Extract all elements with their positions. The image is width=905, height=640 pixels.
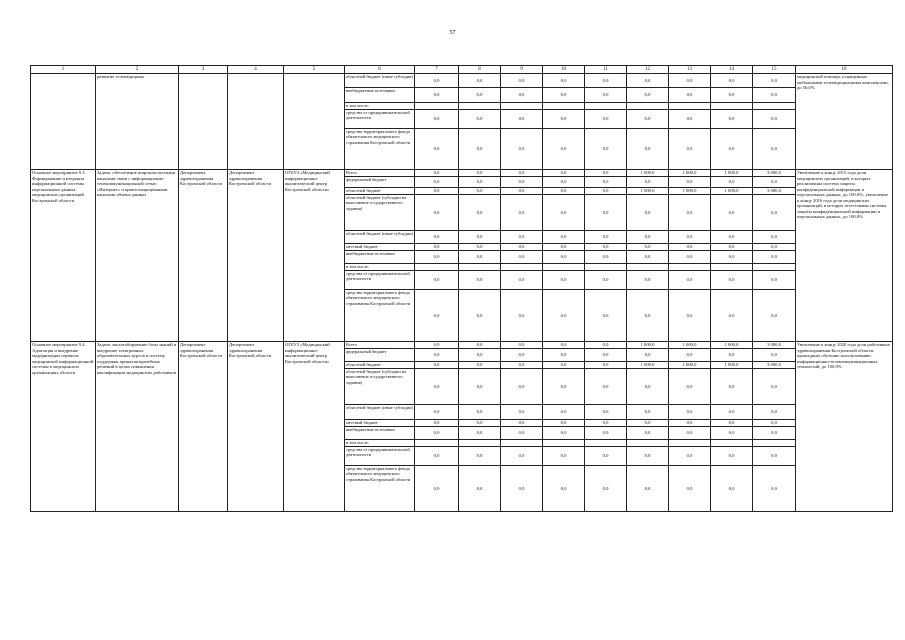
- value-cell: 0,0: [711, 177, 753, 188]
- value-cell: 0,0: [543, 369, 585, 405]
- value-cell: 0,0: [459, 447, 501, 466]
- value-cell: 0,0: [415, 427, 459, 440]
- value-cell: 0,0: [753, 447, 796, 466]
- block-col5: ОГБУЗ «Медицинский информационно-аналитический центр Костромской области»: [284, 170, 345, 342]
- column-header: 9: [501, 66, 543, 74]
- table-row: [31, 342, 893, 349]
- value-cell: 0,0: [459, 129, 501, 170]
- value-cell: 0,0: [415, 420, 459, 427]
- value-cell: 0,0: [753, 129, 796, 170]
- value-cell: [627, 264, 669, 271]
- value-cell: 0,0: [627, 177, 669, 188]
- value-cell: 0,0: [543, 362, 585, 369]
- funding-source-cell: областной бюджет: [345, 188, 415, 195]
- value-cell: 1 000,0: [627, 170, 669, 177]
- value-cell: 1 000,0: [627, 362, 669, 369]
- value-cell: 0,0: [753, 271, 796, 290]
- value-cell: [543, 264, 585, 271]
- value-cell: 0,0: [585, 271, 627, 290]
- value-cell: [415, 264, 459, 271]
- value-cell: [711, 264, 753, 271]
- funding-source-cell: внебюджетные источники: [345, 88, 415, 103]
- column-header: 15: [753, 66, 796, 74]
- funding-source-cell: Всего: [345, 170, 415, 177]
- value-cell: [459, 264, 501, 271]
- value-cell: 0,0: [753, 349, 796, 362]
- value-cell: [711, 440, 753, 447]
- value-cell: 0,0: [627, 466, 669, 512]
- block-col1: Основное мероприятие 9.3. Формирование и итерация информационной системы персональных данных медицинских организаций Костромской области: [31, 170, 96, 342]
- value-cell: 3 000,0: [753, 188, 796, 195]
- funding-source-cell: средства территориального фонда обязательного медицинского страхования Костромской области: [345, 466, 415, 512]
- funding-source-cell: областной бюджет: [345, 362, 415, 369]
- value-cell: 0,0: [753, 427, 796, 440]
- value-cell: 1 000,0: [711, 362, 753, 369]
- value-cell: 0,0: [627, 271, 669, 290]
- value-cell: 0,0: [501, 290, 543, 342]
- value-cell: [669, 440, 711, 447]
- value-cell: 0,0: [415, 251, 459, 264]
- value-cell: 0,0: [543, 447, 585, 466]
- value-cell: 0,0: [501, 244, 543, 251]
- value-cell: 1 000,0: [627, 342, 669, 349]
- value-cell: 0,0: [753, 195, 796, 231]
- value-cell: 0,0: [669, 74, 711, 88]
- value-cell: 0,0: [585, 170, 627, 177]
- value-cell: 0,0: [753, 251, 796, 264]
- block-col3: Департамент здравоохранения Костромской области: [179, 170, 228, 342]
- funding-source-cell: местный бюджет: [345, 420, 415, 427]
- value-cell: 0,0: [627, 447, 669, 466]
- block-col2: развитие телемедицины: [96, 74, 179, 170]
- value-cell: 0,0: [501, 447, 543, 466]
- value-cell: 0,0: [711, 405, 753, 420]
- value-cell: [753, 440, 796, 447]
- value-cell: 0,0: [415, 177, 459, 188]
- value-cell: 0,0: [459, 170, 501, 177]
- value-cell: 0,0: [711, 110, 753, 129]
- value-cell: [585, 264, 627, 271]
- value-cell: [415, 103, 459, 110]
- value-cell: [585, 103, 627, 110]
- value-cell: 0,0: [415, 349, 459, 362]
- value-cell: 0,0: [669, 244, 711, 251]
- block-col3: [179, 74, 228, 170]
- value-cell: 0,0: [501, 405, 543, 420]
- funding-source-cell: внебюджетные источники: [345, 427, 415, 440]
- value-cell: 0,0: [543, 342, 585, 349]
- value-cell: 0,0: [753, 231, 796, 244]
- funding-source-cell: местный бюджет: [345, 244, 415, 251]
- value-cell: 0,0: [711, 88, 753, 103]
- value-cell: 0,0: [585, 362, 627, 369]
- value-cell: 0,0: [753, 369, 796, 405]
- value-cell: 0,0: [501, 195, 543, 231]
- value-cell: 0,0: [669, 251, 711, 264]
- value-cell: [669, 264, 711, 271]
- value-cell: 0,0: [627, 231, 669, 244]
- value-cell: 0,0: [501, 170, 543, 177]
- value-cell: 0,0: [711, 195, 753, 231]
- value-cell: 0,0: [543, 251, 585, 264]
- value-cell: 0,0: [459, 342, 501, 349]
- value-cell: 0,0: [459, 349, 501, 362]
- value-cell: 0,0: [543, 74, 585, 88]
- value-cell: 0,0: [415, 369, 459, 405]
- value-cell: 0,0: [711, 129, 753, 170]
- value-cell: 0,0: [585, 342, 627, 349]
- value-cell: 0,0: [627, 427, 669, 440]
- value-cell: 0,0: [711, 420, 753, 427]
- value-cell: 0,0: [753, 110, 796, 129]
- value-cell: 0,0: [415, 188, 459, 195]
- value-cell: 0,0: [543, 420, 585, 427]
- value-cell: 0,0: [585, 427, 627, 440]
- value-cell: 0,0: [627, 349, 669, 362]
- block-col4: Департамент здравоохранения Костромской области: [228, 342, 284, 512]
- value-cell: 0,0: [543, 129, 585, 170]
- value-cell: 0,0: [585, 110, 627, 129]
- value-cell: 0,0: [711, 466, 753, 512]
- value-cell: 1 000,0: [669, 342, 711, 349]
- value-cell: 0,0: [627, 88, 669, 103]
- value-cell: 0,0: [543, 466, 585, 512]
- value-cell: 0,0: [585, 420, 627, 427]
- value-cell: 0,0: [585, 188, 627, 195]
- value-cell: 0,0: [669, 447, 711, 466]
- value-cell: 0,0: [753, 466, 796, 512]
- funding-source-cell: в том числе:: [345, 264, 415, 271]
- value-cell: 0,0: [543, 170, 585, 177]
- funding-source-cell: федеральный бюджет: [345, 177, 415, 188]
- funding-source-cell: Всего: [345, 342, 415, 349]
- value-cell: [501, 103, 543, 110]
- value-cell: 0,0: [627, 420, 669, 427]
- value-cell: 0,0: [627, 251, 669, 264]
- value-cell: 0,0: [415, 195, 459, 231]
- column-header: 11: [585, 66, 627, 74]
- funding-source-cell: областной бюджет (иные субсидии): [345, 405, 415, 420]
- value-cell: 0,0: [415, 88, 459, 103]
- value-cell: 0,0: [459, 177, 501, 188]
- funding-source-cell: областной бюджет (субсидии на выполнение государственного задания): [345, 195, 415, 231]
- value-cell: 0,0: [669, 420, 711, 427]
- value-cell: 0,0: [627, 369, 669, 405]
- column-header: 10: [543, 66, 585, 74]
- funding-source-cell: областной бюджет (иные субсидии): [345, 231, 415, 244]
- value-cell: 0,0: [669, 349, 711, 362]
- funding-source-cell: средства от предпринимательской деятельности: [345, 271, 415, 290]
- value-cell: 3 000,0: [753, 170, 796, 177]
- value-cell: 0,0: [753, 405, 796, 420]
- value-cell: 0,0: [501, 466, 543, 512]
- value-cell: 0,0: [627, 195, 669, 231]
- value-cell: 0,0: [627, 129, 669, 170]
- column-header: 1: [31, 66, 96, 74]
- value-cell: 0,0: [501, 74, 543, 88]
- value-cell: 0,0: [669, 427, 711, 440]
- value-cell: 0,0: [501, 342, 543, 349]
- value-cell: 0,0: [585, 447, 627, 466]
- value-cell: 0,0: [501, 177, 543, 188]
- value-cell: 0,0: [543, 290, 585, 342]
- value-cell: 0,0: [501, 362, 543, 369]
- value-cell: 0,0: [753, 244, 796, 251]
- value-cell: 0,0: [415, 271, 459, 290]
- value-cell: 0,0: [627, 74, 669, 88]
- column-header: 16: [796, 66, 893, 74]
- value-cell: 1 000,0: [627, 188, 669, 195]
- funding-source-cell: федеральный бюджет: [345, 349, 415, 362]
- value-cell: 0,0: [501, 231, 543, 244]
- value-cell: 0,0: [585, 349, 627, 362]
- block-col1: Основное мероприятие 9.4. Адаптация и внедрение модернизации сервисов медицинской информационной системы в медицинских организациях области: [31, 342, 96, 512]
- value-cell: [459, 440, 501, 447]
- value-cell: 0,0: [501, 271, 543, 290]
- value-cell: 0,0: [753, 290, 796, 342]
- value-cell: 0,0: [585, 466, 627, 512]
- value-cell: [711, 103, 753, 110]
- value-cell: 0,0: [669, 369, 711, 405]
- value-cell: 0,0: [543, 271, 585, 290]
- value-cell: 0,0: [543, 244, 585, 251]
- value-cell: 1 000,0: [669, 188, 711, 195]
- value-cell: 0,0: [669, 271, 711, 290]
- value-cell: [669, 103, 711, 110]
- value-cell: 0,0: [711, 369, 753, 405]
- value-cell: 0,0: [543, 177, 585, 188]
- value-cell: 0,0: [459, 251, 501, 264]
- value-cell: 1 000,0: [669, 362, 711, 369]
- value-cell: [501, 440, 543, 447]
- block-col5: ОГБУЗ «Медицинский информационно-аналитический центр Костромской области»: [284, 342, 345, 512]
- value-cell: 1 000,0: [711, 170, 753, 177]
- value-cell: 0,0: [459, 466, 501, 512]
- value-cell: 0,0: [501, 349, 543, 362]
- value-cell: [627, 103, 669, 110]
- value-cell: [501, 264, 543, 271]
- value-cell: 0,0: [501, 110, 543, 129]
- value-cell: 0,0: [415, 466, 459, 512]
- program-table: [30, 65, 893, 512]
- block-col16: Увеличение к концу 2015 года доли медицинских организаций, в которых реализованы система защиты конфиденциальной информации и персональных данных, до 100,0%; увеличение к концу 2016 года доли медицинских организаций, в которых аттестованы системы защиты конфиденциальной информации и персональных данных, до 100,0%: [796, 170, 893, 342]
- value-cell: 0,0: [501, 188, 543, 195]
- block-col3: Департамент здравоохранения Костромской области: [179, 342, 228, 512]
- value-cell: 3 000,0: [753, 362, 796, 369]
- value-cell: 0,0: [669, 177, 711, 188]
- value-cell: 0,0: [415, 447, 459, 466]
- value-cell: 0,0: [585, 88, 627, 103]
- value-cell: 0,0: [543, 188, 585, 195]
- value-cell: 0,0: [585, 369, 627, 405]
- value-cell: 0,0: [711, 244, 753, 251]
- value-cell: 0,0: [459, 427, 501, 440]
- value-cell: 3 000,0: [753, 342, 796, 349]
- page-number: 57: [449, 30, 456, 36]
- column-header: 2: [96, 66, 179, 74]
- value-cell: 0,0: [501, 88, 543, 103]
- value-cell: 0,0: [415, 290, 459, 342]
- value-cell: 0,0: [543, 427, 585, 440]
- value-cell: 0,0: [669, 466, 711, 512]
- value-cell: 0,0: [459, 244, 501, 251]
- value-cell: 0,0: [459, 362, 501, 369]
- value-cell: 0,0: [669, 290, 711, 342]
- value-cell: [753, 264, 796, 271]
- block-col2: Задача: масштабирование базы знаний и внедрение электронных образовательных курсов в систему поддержки принятия врачебных решений в целях повышения квалификации медицинских работников: [96, 342, 179, 512]
- value-cell: 0,0: [711, 349, 753, 362]
- column-header: 5: [284, 66, 345, 74]
- value-cell: 0,0: [459, 188, 501, 195]
- value-cell: 0,0: [459, 290, 501, 342]
- value-cell: [543, 103, 585, 110]
- value-cell: 0,0: [753, 88, 796, 103]
- funding-source-cell: в том числе:: [345, 440, 415, 447]
- value-cell: 0,0: [543, 110, 585, 129]
- value-cell: 0,0: [711, 427, 753, 440]
- value-cell: 0,0: [753, 420, 796, 427]
- value-cell: 0,0: [501, 427, 543, 440]
- value-cell: 0,0: [415, 342, 459, 349]
- value-cell: 0,0: [415, 170, 459, 177]
- block-col4: [228, 74, 284, 170]
- block-col16: Увеличение к концу 2020 года доли работников здравоохранения Костромской области, прошедших обучение использованию информационно-телекоммуникационных технологий, до 100,0%: [796, 342, 893, 512]
- column-header: 7: [415, 66, 459, 74]
- funding-source-cell: областной бюджет (субсидии на выполнение государственного задания): [345, 369, 415, 405]
- value-cell: 0,0: [669, 231, 711, 244]
- value-cell: 0,0: [585, 251, 627, 264]
- value-cell: 0,0: [711, 231, 753, 244]
- value-cell: 0,0: [459, 271, 501, 290]
- value-cell: 0,0: [543, 88, 585, 103]
- value-cell: 0,0: [459, 420, 501, 427]
- value-cell: 0,0: [501, 420, 543, 427]
- value-cell: 0,0: [711, 251, 753, 264]
- value-cell: 0,0: [627, 244, 669, 251]
- block-col1: [31, 74, 96, 170]
- value-cell: [627, 440, 669, 447]
- block-col4: Департамент здравоохранения Костромской области: [228, 170, 284, 342]
- column-header-row: [31, 66, 893, 74]
- value-cell: 0,0: [585, 177, 627, 188]
- column-header: 8: [459, 66, 501, 74]
- value-cell: 0,0: [627, 290, 669, 342]
- value-cell: 0,0: [711, 447, 753, 466]
- value-cell: 0,0: [415, 405, 459, 420]
- column-header: 4: [228, 66, 284, 74]
- value-cell: 0,0: [669, 110, 711, 129]
- value-cell: 0,0: [501, 129, 543, 170]
- value-cell: 0,0: [415, 129, 459, 170]
- value-cell: [459, 103, 501, 110]
- value-cell: 1 000,0: [669, 170, 711, 177]
- value-cell: 0,0: [501, 251, 543, 264]
- value-cell: [543, 440, 585, 447]
- funding-source-cell: средства от предпринимательской деятельности: [345, 447, 415, 466]
- value-cell: 0,0: [459, 369, 501, 405]
- value-cell: 0,0: [415, 231, 459, 244]
- value-cell: 0,0: [627, 110, 669, 129]
- value-cell: 0,0: [543, 195, 585, 231]
- value-cell: 0,0: [627, 405, 669, 420]
- value-cell: 0,0: [543, 349, 585, 362]
- column-header: 6: [345, 66, 415, 74]
- value-cell: 0,0: [415, 110, 459, 129]
- value-cell: 0,0: [415, 244, 459, 251]
- value-cell: 0,0: [459, 195, 501, 231]
- column-header: 14: [711, 66, 753, 74]
- value-cell: 0,0: [585, 405, 627, 420]
- funding-source-cell: внебюджетные источники: [345, 251, 415, 264]
- value-cell: 0,0: [543, 405, 585, 420]
- column-header: 12: [627, 66, 669, 74]
- value-cell: 0,0: [711, 271, 753, 290]
- funding-source-cell: средства от предпринимательской деятельности: [345, 110, 415, 129]
- funding-source-cell: в том числе:: [345, 103, 415, 110]
- table-row: [31, 74, 893, 88]
- value-cell: 1 000,0: [711, 188, 753, 195]
- value-cell: 0,0: [459, 88, 501, 103]
- value-cell: 0,0: [711, 74, 753, 88]
- value-cell: 0,0: [415, 74, 459, 88]
- value-cell: 0,0: [585, 195, 627, 231]
- value-cell: [753, 103, 796, 110]
- value-cell: 0,0: [459, 74, 501, 88]
- block-col2: Задача: обеспечение широкополосными каналами связи с информационно-телекоммуникационной сетью «Интернет» и криптозащищенными каналами обмена данных: [96, 170, 179, 342]
- value-cell: 0,0: [669, 405, 711, 420]
- value-cell: 0,0: [753, 74, 796, 88]
- value-cell: 0,0: [501, 369, 543, 405]
- value-cell: 0,0: [585, 290, 627, 342]
- value-cell: 0,0: [711, 290, 753, 342]
- value-cell: 0,0: [669, 129, 711, 170]
- funding-source-cell: средства территориального фонда обязательного медицинского страхования Костромской области: [345, 290, 415, 342]
- value-cell: 0,0: [459, 110, 501, 129]
- value-cell: 0,0: [415, 362, 459, 369]
- value-cell: [415, 440, 459, 447]
- value-cell: 0,0: [459, 231, 501, 244]
- value-cell: 0,0: [585, 74, 627, 88]
- value-cell: [585, 440, 627, 447]
- column-header: 13: [669, 66, 711, 74]
- block-col16: медицинской помощи, оснащенных мобильными телемедицинскими комплексами, до 56,0%: [796, 74, 893, 170]
- value-cell: 0,0: [459, 405, 501, 420]
- value-cell: 0,0: [543, 231, 585, 244]
- value-cell: 0,0: [669, 88, 711, 103]
- value-cell: 1 000,0: [711, 342, 753, 349]
- value-cell: 0,0: [585, 129, 627, 170]
- table-row: [31, 170, 893, 177]
- column-header: 3: [179, 66, 228, 74]
- value-cell: 0,0: [585, 244, 627, 251]
- block-col5: [284, 74, 345, 170]
- funding-source-cell: средства территориального фонда обязательного медицинского страхования Костромской области: [345, 129, 415, 170]
- value-cell: 0,0: [753, 177, 796, 188]
- funding-source-cell: областной бюджет (иные субсидии): [345, 74, 415, 88]
- value-cell: 0,0: [669, 195, 711, 231]
- value-cell: 0,0: [585, 231, 627, 244]
